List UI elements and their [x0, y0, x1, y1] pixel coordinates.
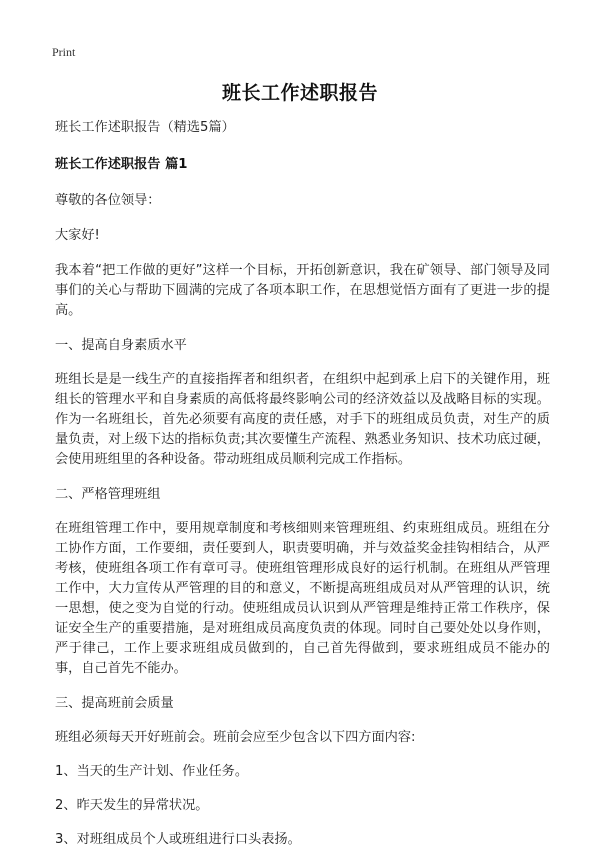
section-title: 班长工作述职报告 篇1 — [55, 157, 188, 172]
heading-1: 一、提高自身素质水平 — [55, 338, 187, 353]
print-label: Print — [52, 45, 76, 59]
greeting: 尊敬的各位领导： — [55, 193, 161, 208]
paragraph-1: 班组长是是一线生产的直接指挥者和组织者，在组织中起到承上启下的关键作用，班组长的管理水平和自身素质的高低将最终影响公司的经济效益以及战略目标的实现。作为一名班组长，首先必须要有高度的责任感，对手下的班组成员负责，对生产的质量负责，对上级下达的指标负责;其次要懂生产流程、熟悉业务知识、技术功底过硬，会使用班组里的各种设备。带动班组成员顺利完成工作指标。 — [55, 372, 550, 467]
intro-paragraph: 我本着“把工作做的更好”这样一个目标，开拓创新意识，我在矿领导、部门领导及同事们的关心与帮助下圆满的完成了各项本职工作，在思想觉悟方面有了更进一步的提高。 — [55, 263, 550, 318]
paragraph-2: 在班组管理工作中，要用规章制度和考核细则来管理班组、约束班组成员。班组在分工协作方面，工作要细，责任要到人，职责要明确，并与效益奖金挂钩相结合，从严考核，使班组各项工作有章可寻。使班组管理形成良好的运行机制。在班组从严管理工作中，大力宣传从严管理的目的和意义，不断提高班组成员对从严管理的认识，统一思想，使之变为自觉的行动。使班组成员认识到从严管理是维持正常工作秩序，保证安全生产的重要措施，是对班组成员高度负责的体现。同时自己要处处以身作则，严于律己，工作上要求班组成员做到的，自己首先得做到，要求班组成员不能办的事，自己首先不能办。 — [55, 521, 550, 676]
list-item: 2、昨天发生的异常状况。 — [55, 798, 209, 813]
heading-2: 二、严格管理班组 — [55, 487, 161, 502]
document-body — [55, 118, 550, 864]
page-title: 班长工作述职报告 — [221, 82, 378, 104]
paragraph-3: 班组必须每天开好班前会。班前会应至少包含以下四方面内容: — [55, 730, 416, 745]
document-subtitle: 班长工作述职报告（精选5篇） — [55, 120, 235, 135]
list-item: 3、对班组成员个人或班组进行口头表扬。 — [55, 832, 301, 847]
list-item: 1、当天的生产计划、作业任务。 — [55, 764, 249, 779]
heading-3: 三、提高班前会质量 — [55, 696, 174, 711]
salutation: 大家好! — [55, 228, 100, 243]
